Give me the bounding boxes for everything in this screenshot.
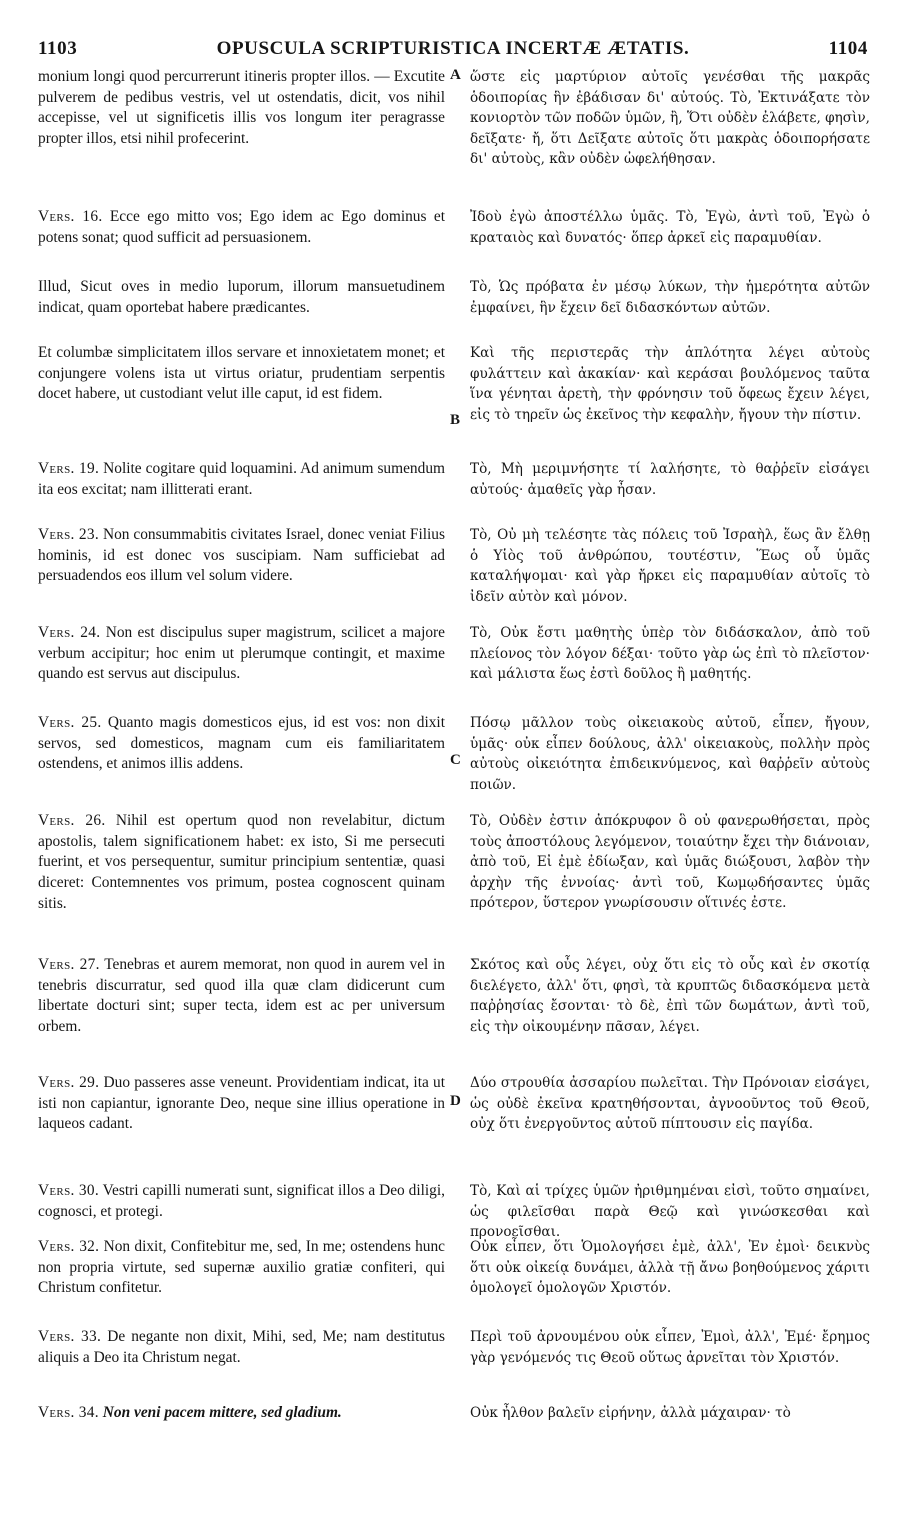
greek-paragraph: Τὸ, Οὐδὲν ἐστιν ἀπόκρυφον ὃ οὐ φανερωθήσεται, πρὸς τοὺς ἀποστόλους λεγόμενον, τοιαύτην ἔχει τὴν διάνοιαν, ἀπὸ τοῦ, Εἰ ἐμὲ ἐδίωξαν, καὶ ὑμᾶς διώξουσι, λαβὸν τὴν ἀρχὴν τῆς ἐννοίας· ἀντὶ τοῦ, Κωμῳδήσαντες ὑμᾶς πρότερον, ὕστερον γνωρίσουσιν οἵτινές ἐστε. bbox=[470, 813, 870, 912]
latin-paragraph: monium longi quod percurrerunt itineris propter illos. — Excutite pulverem de pedibus vestris, vel ut ostendatis, dicit, vos nihil accepisse, vel ut significetis illis vos longum iter peragrasse propter illos, etsi nihil profecerint. bbox=[38, 68, 445, 148]
latin-paragraph: Vers. 32. Non dixit, Confitebitur me, sed, In me; ostendens hunc non propria virtute, sed supernæ auxilio gratiæ confiteri, qui Christum confitetur. bbox=[38, 1238, 445, 1297]
running-header bbox=[0, 30, 906, 60]
greek-paragraph: Περὶ τοῦ ἀρνουμένου οὐκ εἶπεν, Ἐμοὶ, ἀλλ', Ἐμέ· ἔρημος γὰρ γενόμενός τις Θεοῦ οὕτως ἀρνεῖται τὸν Χριστόν. bbox=[470, 1329, 870, 1366]
greek-paragraph: Οὐκ εἶπεν, ὅτι Ὁμολογήσει ἐμὲ, ἀλλ', Ἐν ἐμοὶ· δεικνὺς ὅτι οὐκ οἰκείᾳ δυνάμει, ἀλλὰ τῇ ἄνω βοηθούμενος χάριτι ὁμολογεῖ ὁμολογῶν Χριστόν. bbox=[470, 1239, 870, 1297]
greek-paragraph: Οὐκ ἦλθον βαλεῖν εἰρήνην, ἀλλὰ μάχαιραν· τὸ bbox=[470, 1405, 791, 1421]
greek-paragraph: Ἰδοὺ ἐγὼ ἀποστέλλω ὑμᾶς. Τὸ, Ἐγὼ, ἀντὶ τοῦ, Ἐγὼ ὁ κραταιὸς καὶ δυνατός· ὅπερ ἀρκεῖ εἰς παραμυθίαν. bbox=[470, 209, 870, 246]
greek-paragraph: Τὸ, Οὐκ ἔστι μαθητὴς ὑπὲρ τὸν διδάσκαλον, ἀπὸ τοῦ πλείονος τὸν λόγον δέξαι· τοῦτο γὰρ ὡς ἐπὶ τὸ πλεῖστον· καὶ μάλιστα ἕως ἐστὶ δοῦλος ἢ μαθητής. bbox=[470, 625, 870, 683]
latin-paragraph: Vers. 29. Duo passeres asse veneunt. Providentiam indicat, ita ut isti non capiantur, ignorante Deo, neque sine illius operatione in laqueos cadant. bbox=[38, 1074, 445, 1133]
greek-paragraph: Τὸ, Οὐ μὴ τελέσητε τὰς πόλεις τοῦ Ἰσραὴλ, ἕως ἂν ἔλθῃ ὁ Υἱὸς τοῦ ἀνθρώπου, τουτέστιν, Ἕως οὗ ὑμᾶς καταλήψομαι· καὶ γὰρ ἤρκει εἰς παραμυθίαν αὐτοῖς τὸ ἰδεῖν αὐτὸν καὶ μόνον. bbox=[470, 527, 870, 605]
greek-paragraph: Τὸ, Ὡς πρόβατα ἐν μέσῳ λύκων, τὴν ἡμερότητα αὐτῶν ἐμφαίνει, ἣν ἔχειν δεῖ διδασκόντων αὐτῶν. bbox=[470, 279, 870, 316]
latin-paragraph: Vers. 27. Tenebras et aurem memorat, non quod in aurem vel in tenebris discurratur, sed quod illa quæ clam didicerunt cum libertate docturi sint; super tecta, idem est ac per universum orbem. bbox=[38, 956, 445, 1036]
page-number-right: 1104 bbox=[828, 38, 868, 59]
latin-paragraph: Vers. 33. De negante non dixit, Mihi, sed, Me; nam destitutus aliquis a Deo ita Christum negat. bbox=[38, 1328, 445, 1366]
latin-paragraph: Vers. 25. Quanto magis domesticos ejus, id est vos: non dixit servos, sed domesticos, magnam cum eis familiaritatem ostendens, et animos illis addens. bbox=[38, 714, 445, 773]
latin-paragraph: Vers. 34. Non veni pacem mittere, sed gladium. bbox=[38, 1404, 342, 1421]
greek-paragraph: Τὸ, Μὴ μεριμνήσητε τί λαλήσητε, τὸ θαῤῥεῖν εἰσάγει αὐτούς· ἀμαθεῖς γὰρ ἦσαν. bbox=[470, 461, 870, 498]
greek-paragraph: Πόσῳ μᾶλλον τοὺς οἰκειακοὺς αὐτοῦ, εἶπεν, ἤγουν, ὑμᾶς· οὐκ εἶπεν δούλους, ἀλλ' οἰκειακοὺς, πολλὴν πρὸς αὐτοὺς οἰκειότητα ἐπιδεικνύμενος, καὶ θαῤῥεῖν αὐτοὺς ποιῶν. bbox=[470, 715, 870, 793]
greek-paragraph: ὥστε εἰς μαρτύριον αὐτοῖς γενέσθαι τῆς μακρᾶς ὁδοιπορίας ἣν ἐβάδισαν δι' αὐτούς. Τὸ, Ἐκτινάξατε τὸν κονιορτὸν τῶν ποδῶν ὑμῶν, ἢ, Ὅτι οὐδὲν ἐλάβετε, φησὶν, δεῖξατε· ἤ, ὅτι Δεῖξατε αὐτοῖς ὅτι μακρὰς ὁδοιπορήσατε δι' αὐτοὺς, κἂν οὐδὲν ὠφελήθησαν. bbox=[470, 69, 870, 168]
greek-paragraph: Καὶ τῆς περιστερᾶς τὴν ἁπλότητα λέγει αὐτοὺς φυλάττειν καὶ ἀκακίαν· καὶ κεράσαι βουλόμενος ταῦτα ἵνα γένηται ἀρετὴ, τὴν φρόνησιν τοῦ ὄφεως ἔχειν λέγει, εἰς τὸ τηρεῖν ὡς ἐκεῖνος τὴν κεφαλὴν, ἤγουν τὴν πίστιν. bbox=[470, 345, 870, 423]
latin-paragraph: Illud, Sicut oves in medio luporum, illorum mansuetudinem indicat, quam oportebat habere prædicantes. bbox=[38, 278, 445, 316]
greek-paragraph: Δύο στρουθία ἀσσαρίου πωλεῖται. Τὴν Πρόνοιαν εἰσάγει, ὡς οὐδὲ ἐκεῖνα κρατηθήσονται, ἀγνοοῦντος τοῦ Θεοῦ, οὐχ ὅτι ἐνεργοῦντος αὐτοῦ πίπτουσιν εἰς παγίδα. bbox=[470, 1075, 870, 1133]
latin-paragraph: Vers. 26. Nihil est opertum quod non revelabitur, dictum apostolis, talem significationem habet: ex isto, Si me persecuti fuerint, et vos persequentur, sumitur principium sententiæ, quasi diceret: Contemnentes vos primum, postea cognoscent quinam sitis. bbox=[38, 812, 445, 912]
greek-paragraph: Τὸ, Καὶ αἱ τρίχες ὑμῶν ἠριθμημέναι εἰσὶ, τοῦτο σημαίνει, ὡς φιλεῖσθαι παρὰ Θεῷ καὶ γινώσκεσθαι καὶ προνοεῖσθαι. bbox=[470, 1183, 870, 1241]
latin-paragraph: Vers. 24. Non est discipulus super magistrum, scilicet a majore verbum accipitur; hoc enim ut plerumque contingit, et maxime quando est servus aut discipulus. bbox=[38, 624, 445, 683]
margin-marker-d: D bbox=[450, 1093, 461, 1109]
latin-paragraph: Vers. 30. Vestri capilli numerati sunt, significat illos a Deo diligi, cognosci, et protegi. bbox=[38, 1182, 445, 1220]
margin-marker-c: C bbox=[450, 752, 461, 768]
latin-paragraph: Vers. 23. Non consummabitis civitates Israel, donec veniat Filius hominis, id est donec vos suscipiam. Nam sufficiebat ad persuadendos eos illum vel solum videre. bbox=[38, 526, 445, 585]
latin-paragraph: Et columbæ simplicitatem illos servare et innoxietatem monet; et conjungere volens ista ut virtus oriatur, prudentiam serpentis docet habere, ut custodiant velut ille caput, id est fidem. bbox=[38, 344, 445, 403]
margin-marker-b: B bbox=[450, 412, 461, 428]
margin-marker-a: A bbox=[450, 67, 461, 83]
running-title: OPUSCULA SCRIPTURISTICA INCERTÆ ÆTATIS. bbox=[216, 38, 690, 59]
page-number-left: 1103 bbox=[38, 38, 78, 59]
latin-paragraph: Vers. 16. Ecce ego mitto vos; Ego idem ac Ego dominus et potens sonat; quod sufficit ad persuasionem. bbox=[38, 208, 445, 246]
latin-paragraph: Vers. 19. Nolite cogitare quid loquamini. Ad animum sumendum ita eos excitat; nam illitterati erant. bbox=[38, 460, 445, 498]
greek-paragraph: Σκότος καὶ οὖς λέγει, οὐχ ὅτι εἰς τὸ οὖς καὶ ἐν σκοτίᾳ διελέγετο, ἀλλ' ὅτι, φησὶ, τὰ κρυπτῶς διδασκόμενα μετὰ παῤῥησίας ἔσονται· τὸ δὲ, ἐπὶ τῶν δωμάτων, ἀντὶ τοῦ, εἰς τὴν οἰκουμένην πᾶσαν, λέγει. bbox=[470, 957, 870, 1035]
